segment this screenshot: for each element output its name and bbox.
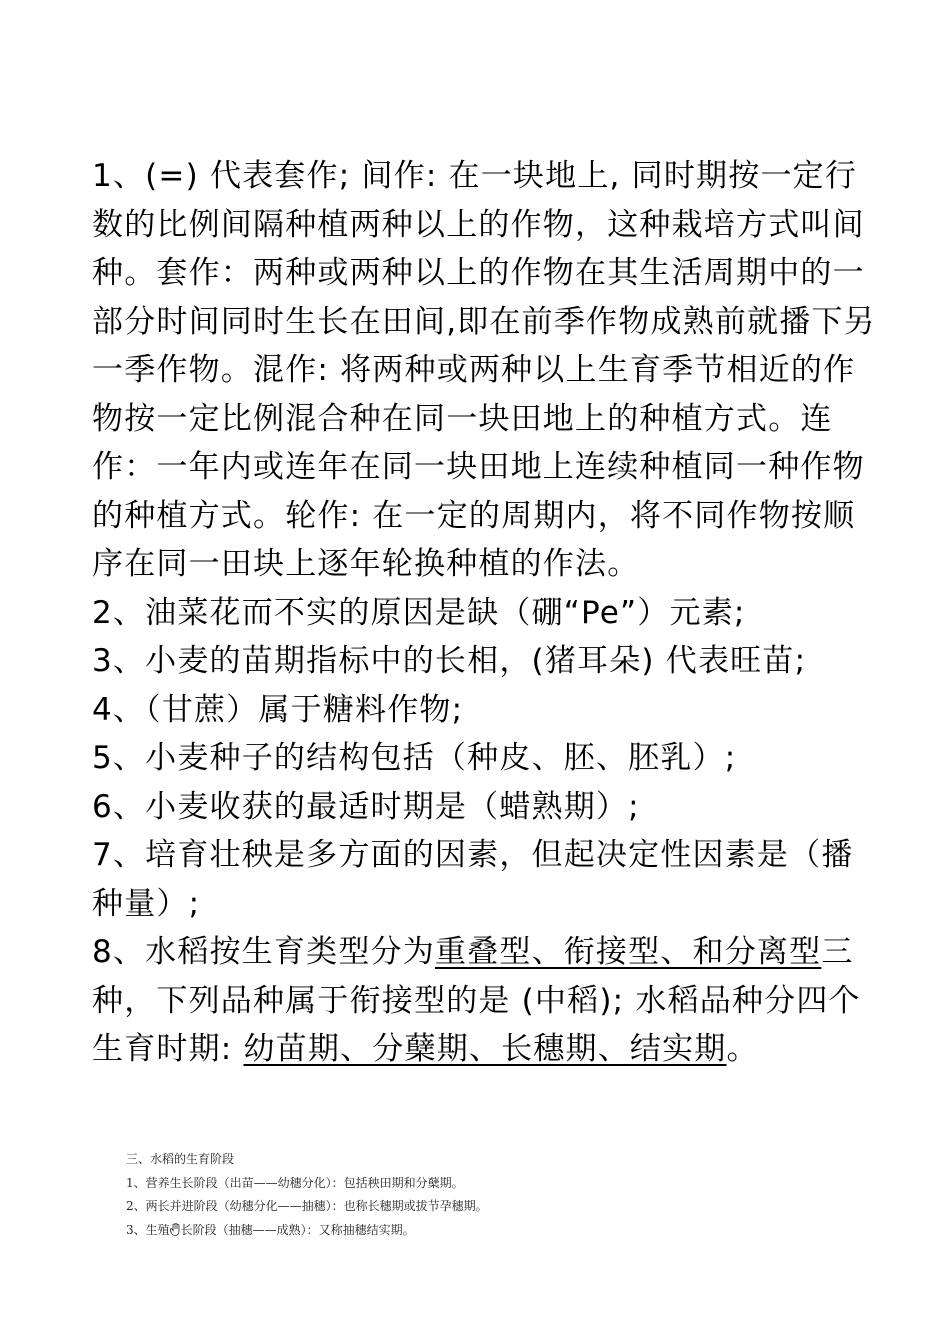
- item-7: 7、培育壮秧是多方面的因素，但起决定性因素是（播种量）;: [92, 837, 854, 922]
- inset-line-3: [126, 1219, 646, 1243]
- item-8-intro: 8、水稻按生育类型分为: [92, 934, 435, 970]
- item-1-definitions: 1、(=) 代表套作; 间作: 在一块地上, 同时期按一定行数的比例间隔种植两种以上的作物，这种栽培方式叫间种。套作：两种或两种以上的作物在其生活周期中的一部分时间同时生长在田间,即在前季作物成熟前就播下另一季作物。混作: 将两种或两种以上生育季节相近的作物按一定比例混合种在同一块田地上的种植方式。连作：一年内或连年在同一块田地上连续种植同一种作物的种植方式。轮作: 在一定的周期内，将不同作物按顺序在同一田块上逐年轮换种植的作法。: [92, 158, 876, 582]
- inset-line-3-start: 3、生殖: [126, 1222, 170, 1237]
- item-2: 2、油菜花而不实的原因是缺（硼“Pe”）元素;: [92, 594, 746, 631]
- item-8-types-underlined: 重叠型、衔接型、和分离型: [434, 934, 822, 970]
- item-6: 6、小麦收获的最适时期是（蜡熟期）;: [92, 788, 640, 825]
- inset-line-3-end: 长阶段（抽穗——成熟）：又称抽穗结实期。: [180, 1222, 415, 1237]
- hand-cursor-icon: [170, 1221, 181, 1234]
- item-5: 5、小麦种子的结构包括（种皮、胚、胚乳）;: [92, 740, 737, 776]
- item-8: [92, 928, 882, 1074]
- inset-line-2: 2、两长并进阶段（幼穗分化——抽穗）：也称长穗期或拔节孕穗期。: [126, 1199, 488, 1213]
- inset-heading: 三、水稻的生育阶段: [126, 1152, 235, 1166]
- item-3: 3、小麦的苗期指标中的长相，(猪耳朵) 代表旺苗;: [92, 643, 807, 679]
- item-4: 4、（甘蔗）属于糖料作物;: [92, 691, 464, 728]
- inset-line-1: 1、营养生长阶段（出苗——幼穗分化）：包括秧田期和分蘖期。: [126, 1175, 464, 1190]
- main-text-block: [92, 152, 882, 1074]
- item-8-middle: 三种，下列品种属于衔接型的是 (中稻); 水稻品种分四个生育时期:: [92, 934, 861, 1067]
- item-8-end: 。: [726, 1031, 759, 1067]
- inset-screenshot-text: [126, 1148, 646, 1242]
- item-8-periods-underlined: 幼苗期、分蘖期、长穗期、结实期: [243, 1031, 727, 1067]
